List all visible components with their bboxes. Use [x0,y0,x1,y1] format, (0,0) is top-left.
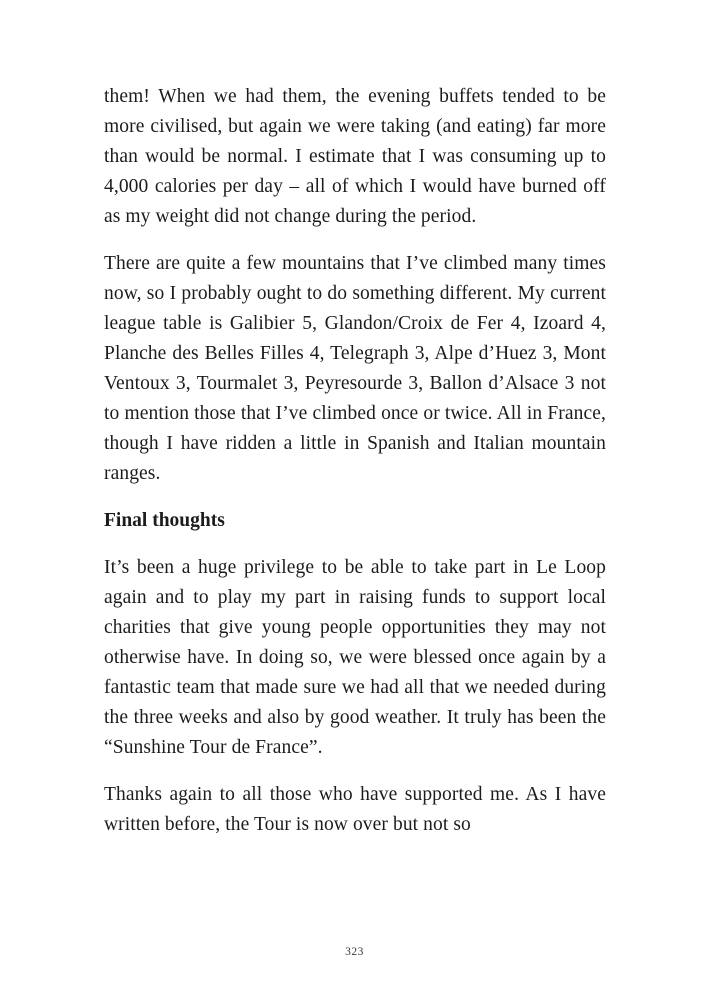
paragraph: them! When we had them, the evening buffets tended to be more civilised, but again we were taking (and eating) far more than would be normal. I estimate that I was consuming up to 4,000 calories per day – all of which I would have burned off as my weight did not change during the period. [104,86,606,227]
page-content [104,82,606,840]
section-heading: Final thoughts [104,510,225,531]
paragraph: There are quite a few mountains that I’ve climbed many times now, so I probably ought to do something different. My current league table is Galibier 5, Glandon/Croix de Fer 4, Izoard 4, Planche des Belles Filles 4, Telegraph 3, Alpe d’Huez 3, Mont Ventoux 3, Tourmalet 3, Peyresourde 3, Ballon d’Alsace 3 not to mention those that I’ve climbed once or twice. All in France, though I have ridden a little in Spanish and Italian mountain ranges. [104,253,606,484]
paragraph: It’s been a huge privilege to be able to take part in Le Loop again and to play my part in raising funds to support local charities that give young people opportunities they may not otherwise have. In doing so, we were blessed once again by a fantastic team that made sure we had all that we needed during the three weeks and also by good weather. It truly has been the “Sunshine Tour de France”. [104,557,606,758]
page-number: 323 [345,946,364,958]
paragraph: Thanks again to all those who have supported me. As I have written before, the Tour is now over but not so [104,784,606,835]
